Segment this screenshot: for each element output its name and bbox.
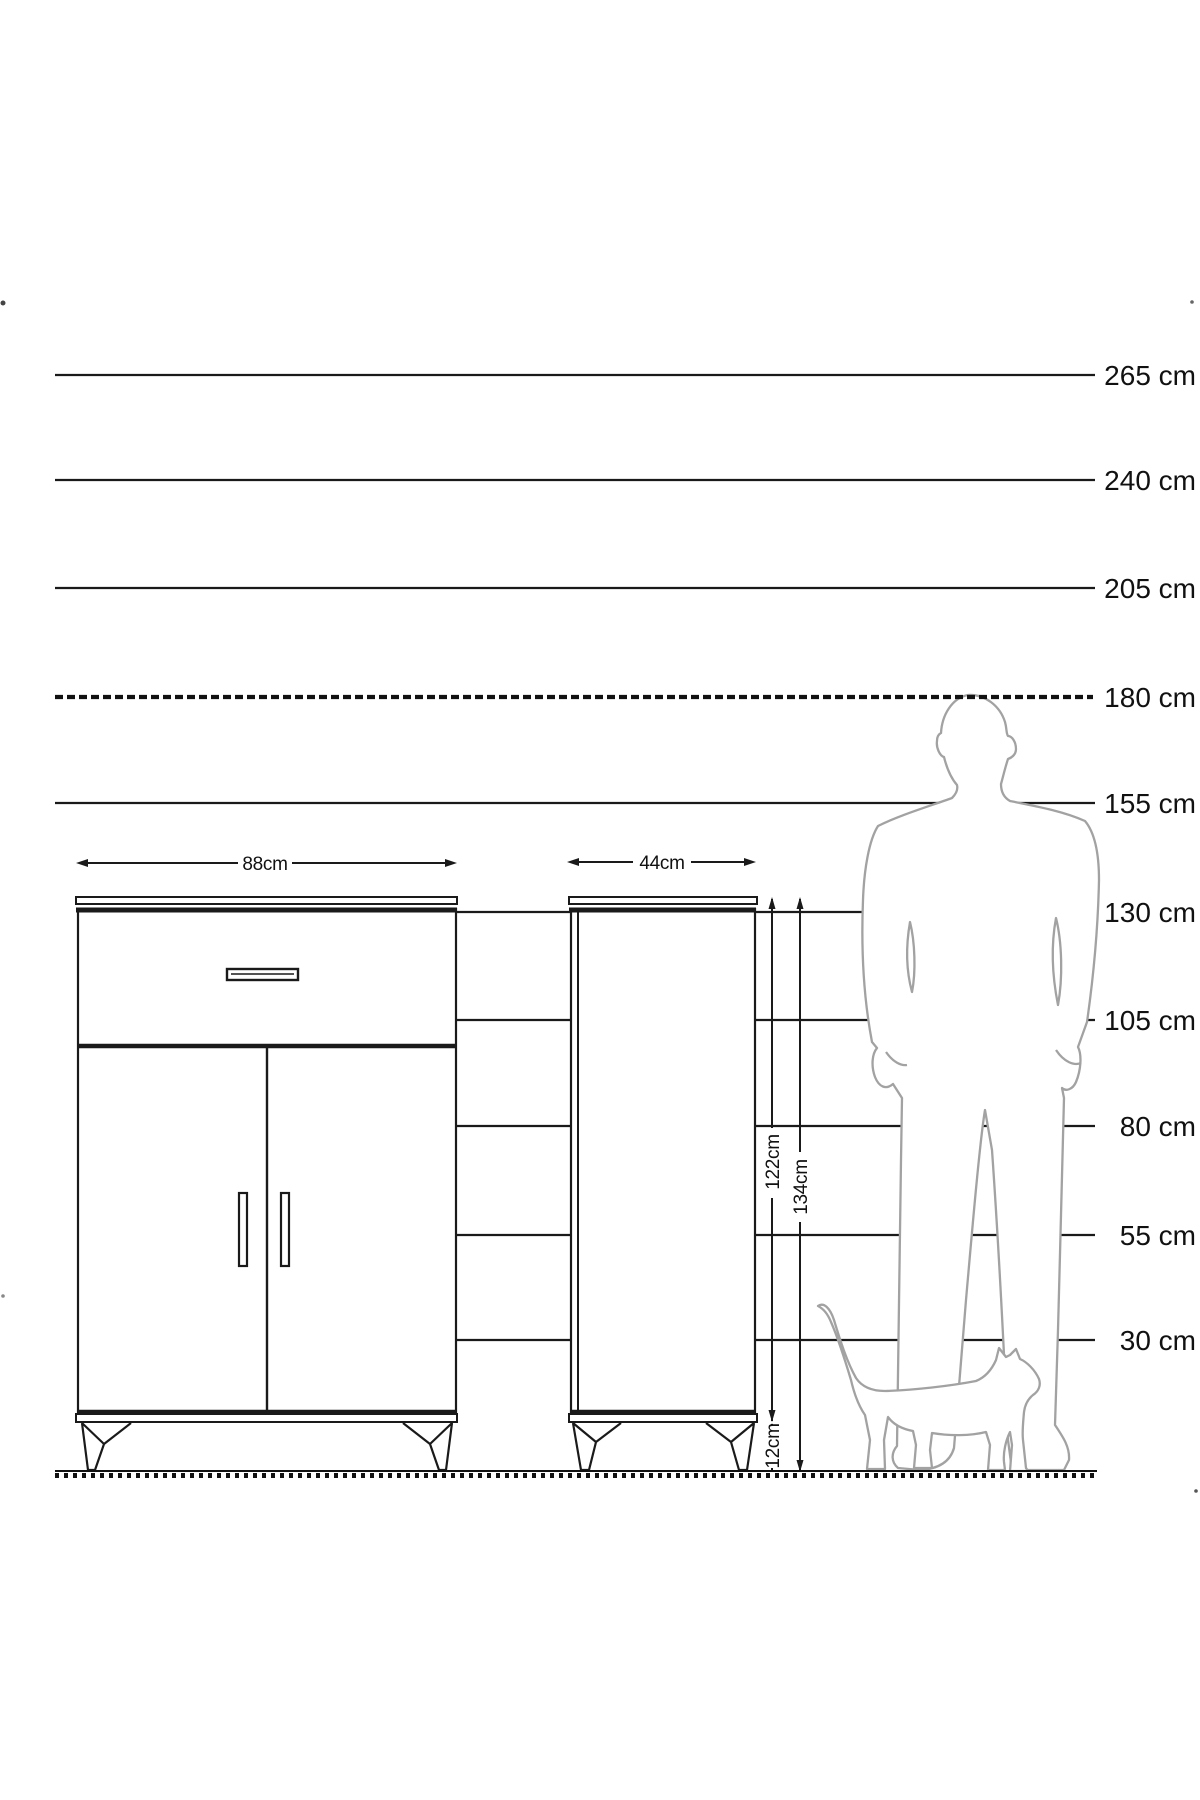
drawer-handle xyxy=(227,969,298,980)
scale-label-55: 55 cm xyxy=(1119,1220,1196,1251)
cabinet-top-panel xyxy=(76,897,457,904)
scale-label-80: 80 cm xyxy=(1119,1111,1196,1142)
side-top-panel xyxy=(569,897,757,904)
scale-label-105: 105 cm xyxy=(1104,1005,1196,1036)
scale-label-240: 240 cm xyxy=(1104,465,1196,496)
cabinet-legs xyxy=(82,1423,452,1470)
side-depth-dimension xyxy=(567,853,756,874)
right-door-handle xyxy=(281,1193,289,1266)
carcass-height-dimension xyxy=(760,897,784,1422)
side-bottom-panel xyxy=(569,1414,757,1422)
side-depth-label: 44cm xyxy=(639,853,685,874)
cabinet-side-view xyxy=(569,897,757,1470)
man-silhouette xyxy=(862,695,1099,1470)
total-height-label: 134cm xyxy=(791,1159,812,1215)
scale-label-265: 265 cm xyxy=(1104,360,1196,391)
man-outline xyxy=(862,695,1099,1470)
front-width-dimension xyxy=(76,854,457,875)
side-body xyxy=(571,909,755,1413)
scale-label-130: 130 cm xyxy=(1104,897,1196,928)
front-width-label: 88cm xyxy=(242,854,288,875)
scale-label-180: 180 cm xyxy=(1104,682,1196,713)
ground-line xyxy=(55,1471,1097,1476)
total-height-dimension xyxy=(788,897,812,1472)
side-legs xyxy=(573,1423,754,1470)
height-scale-labels xyxy=(1104,360,1196,1356)
scale-label-30: 30 cm xyxy=(1119,1325,1196,1356)
cabinet-front-view xyxy=(76,897,457,1470)
leg-height-label: 12cm xyxy=(763,1423,784,1469)
scale-label-205: 205 cm xyxy=(1104,573,1196,604)
cabinet-bottom-panel xyxy=(76,1414,457,1422)
scale-label-155: 155 cm xyxy=(1104,788,1196,819)
left-door-handle xyxy=(239,1193,247,1266)
leg-height-dimension xyxy=(761,1423,784,1470)
carcass-height-label: 122cm xyxy=(763,1134,784,1190)
